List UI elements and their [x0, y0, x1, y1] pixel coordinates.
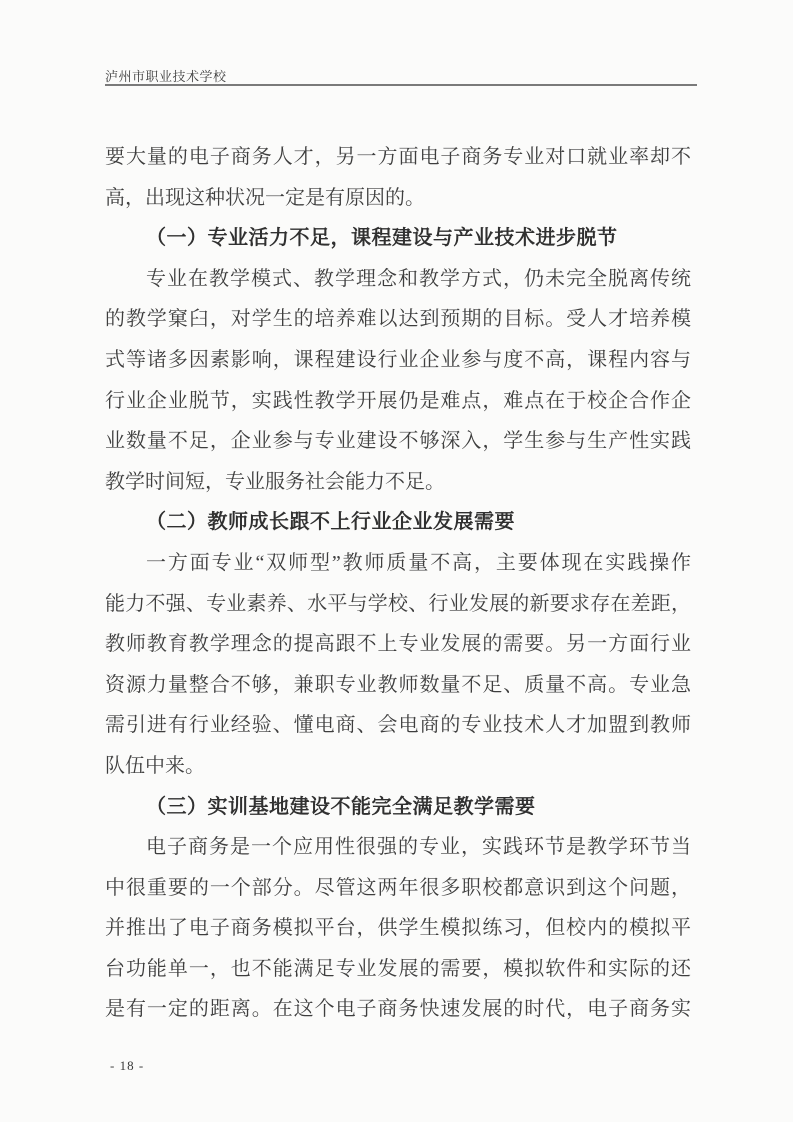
header-school-name: 泸州市职业技术学校 — [105, 69, 227, 84]
body-line: 队伍中来。 — [105, 754, 205, 777]
page-number: - 18 - — [110, 1058, 145, 1073]
body-line: 专业在教学模式、教学理念和教学方式，仍未完全脱离传统 — [146, 267, 691, 290]
body-line: 电子商务是一个应用性很强的专业，实践环节是教学环节当 — [146, 836, 691, 859]
header-rule — [105, 84, 697, 86]
body-line: 业数量不足，企业参与专业建设不够深入，学生参与生产性实践 — [105, 430, 691, 453]
body-line: 台功能单一，也不能满足专业发展的需要，模拟软件和实际的还 — [105, 957, 691, 980]
body-line: 中很重要的一个部分。尽管这两年很多职校都意识到这个问题， — [105, 876, 691, 899]
body-line: 行业企业脱节，实践性教学开展仍是难点，难点在于校企合作企 — [105, 389, 691, 412]
body-line: 式等诸多因素影响，课程建设行业企业参与度不高，课程内容与 — [105, 348, 691, 371]
body-line: 是有一定的距离。在这个电子商务快速发展的时代，电子商务实 — [105, 998, 691, 1021]
body-line: 并推出了电子商务模拟平台，供学生模拟练习，但校内的模拟平 — [105, 917, 691, 940]
section-heading-1: （一）专业活力不足，课程建设与产业技术进步脱节 — [146, 227, 618, 250]
body-line: 能力不强、专业素养、水平与学校、行业发展的新要求存在差距， — [105, 592, 691, 615]
body-line: 的教学窠臼，对学生的培养难以达到预期的目标。受人才培养模 — [105, 308, 691, 331]
document-body — [105, 137, 691, 1030]
section-heading-3: （三）实训基地建设不能完全满足教学需要 — [146, 795, 536, 818]
body-line: 要大量的电子商务人才，另一方面电子商务专业对口就业率却不 — [105, 146, 691, 168]
body-line: 教师教育教学理念的提高跟不上专业发展的需要。另一方面行业 — [105, 633, 691, 656]
body-line: 资源力量整合不够，兼职专业教师数量不足、质量不高。专业急 — [105, 673, 691, 696]
body-line: 高，出现这种状况一定是有原因的。 — [105, 186, 425, 209]
section-heading-2: （二）教师成长跟不上行业企业发展需要 — [146, 511, 515, 534]
body-line: 一方面专业“双师型”教师质量不高，主要体现在实践操作 — [146, 551, 691, 574]
body-line: 教学时间短，专业服务社会能力不足。 — [105, 470, 445, 493]
body-line: 需引进有行业经验、懂电商、会电商的专业技术人才加盟到教师 — [105, 714, 691, 737]
